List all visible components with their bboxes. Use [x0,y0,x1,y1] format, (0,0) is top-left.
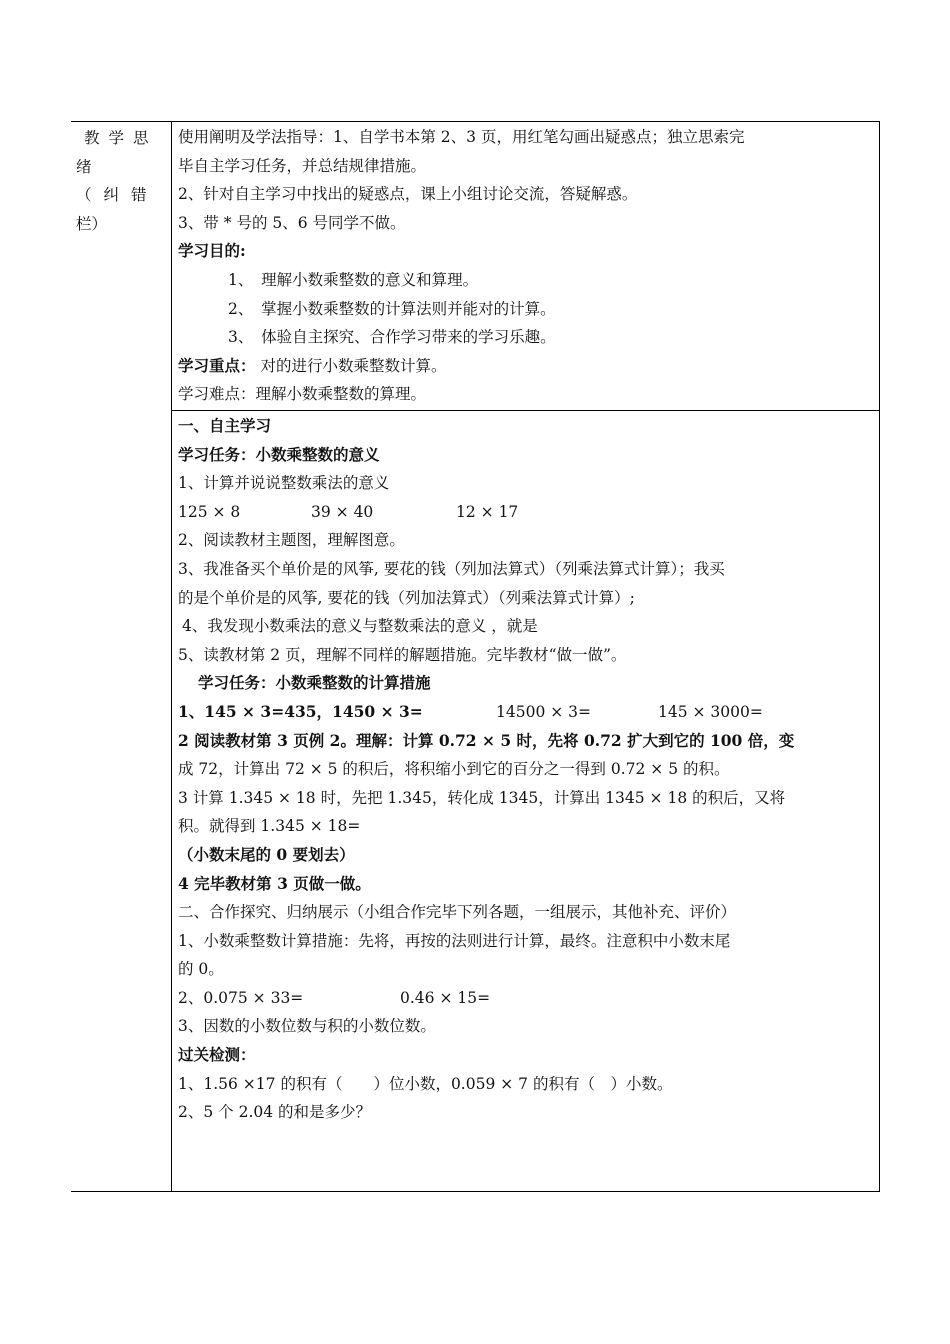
margin-label-line: （纠错 [76,186,159,204]
section-heading: 一、自主学习 [178,416,272,435]
margin-label-line: 栏） [76,214,108,233]
calc-item: 39 × 40 [311,502,374,521]
difficulty-line: 学习难点：理解小数乘整数的算理。 [178,385,427,404]
calc-item: 14500 × 3= [496,702,591,721]
objective-item: 2、 掌握小数乘整数的计算法则并能对的计算。 [228,299,556,318]
learning-section [178,412,874,1127]
instruction-line: 使用阐明及学法指导：1、自学书本第 2、3 页，用红笔勾画出疑惑点；独立思索完 [178,128,745,146]
table-right-border [879,121,880,1191]
task-line: 4 完毕教材第 3 页做一做。 [178,873,371,893]
calc-item: 2、0.075 × 33= [178,988,304,1007]
key-point-line [178,352,874,381]
calc-item: 145 × 3000= [658,702,763,721]
task-heading: 学习任务：小数乘整数的意义 [178,444,380,464]
instruction-line: 3、带 * 号的 5、6 号同学不做。 [178,213,406,232]
calc-item: 125 × 8 [178,502,241,521]
task-line: 2 阅读教材第 3 页例 2。理解：计算 0.72 × 5 时，先将 0.72 扩大到它的 100 倍，变 [178,730,795,750]
task-line: 的 0。 [178,960,224,979]
row-divider [171,410,879,411]
check-item: 2、5 个 2.04 的和是多少？ [178,1103,372,1122]
task-note: （小数末尾的 0 要划去） [178,844,355,864]
calc-item: 0.46 × 15= [400,988,491,1007]
margin-label-line: 教学思 [84,129,158,147]
instructions-section [178,123,874,409]
calc-item: 1、145 × 3=435，1450 × 3= [178,701,423,721]
objective-item: 3、 体验自主探究、合作学习带来的学习乐趣。 [228,328,556,347]
key-point-text: 对的进行小数乘整数计算。 [260,356,447,375]
calc-line [178,984,874,1013]
instruction-line: 2、针对自主学习中找出的疑惑点，课上小组讨论交流，答疑解惑。 [178,185,638,204]
task-line: 的是个单价是的风筝, 要花的钱（列加法算式）（列乘法算式计算）; [178,588,635,607]
check-item: 1、1.56 ×17 的积有（ ）位小数，0.059 × 7 的积有（ ）小数。 [178,1074,673,1093]
calc-line [178,698,874,727]
margin-column [76,124,166,238]
table-top-border [71,121,880,122]
calc-item: 12 × 17 [456,502,519,521]
task-line: 4、我发现小数乘法的意义与整数乘法的意义 ，就是 [182,617,538,636]
task-line: 3、我准备买个单价是的风筝, 要花的钱（列加法算式）（列乘法算式计算）；我买 [178,559,725,578]
task-line: 3、因数的小数位数与积的小数位数。 [178,1017,436,1036]
column-divider [171,121,172,1191]
objective-item: 1、 理解小数乘整数的意义和算理。 [228,270,479,289]
margin-label-line: 绪 [76,157,92,176]
instruction-line: 毕自主学习任务，并总结规律措施。 [178,156,427,175]
task-line: 积。就得到 1.345 × 18= [178,817,361,836]
task-line: 3 计算 1.345 × 18 时，先把 1.345，转化成 1345，计算出 1345 × 18 的积后，又将 [178,788,786,807]
task-heading: 学习任务：小数乘整数的计算措施 [198,673,431,693]
objectives-heading: 学习目的: [178,241,246,261]
task-line: 1、小数乘整数计算措施：先将，再按的法则进行计算，最终。注意积中小数末尾 [178,931,731,950]
task-line: 成 72，计算出 72 × 5 的积后，将积缩小到它的百分之一得到 0.72 × 5 的积。 [178,760,730,779]
table-bottom-border [71,1191,880,1192]
task-line: 2、阅读教材主题图，理解图意。 [178,531,405,550]
task-line: 5、读教材第 2 页，理解不同样的解题措施。完毕教材“做一做”。 [178,645,627,664]
key-point-label: 学习重点： [178,355,256,375]
calc-line [178,498,874,527]
section-heading: 二、合作探究、归纳展示（小组合作完毕下列各题，一组展示，其他补充、评价） [178,903,737,922]
check-heading: 过关检测： [178,1045,256,1065]
task-line: 1、计算并说说整数乘法的意义 [178,474,390,493]
